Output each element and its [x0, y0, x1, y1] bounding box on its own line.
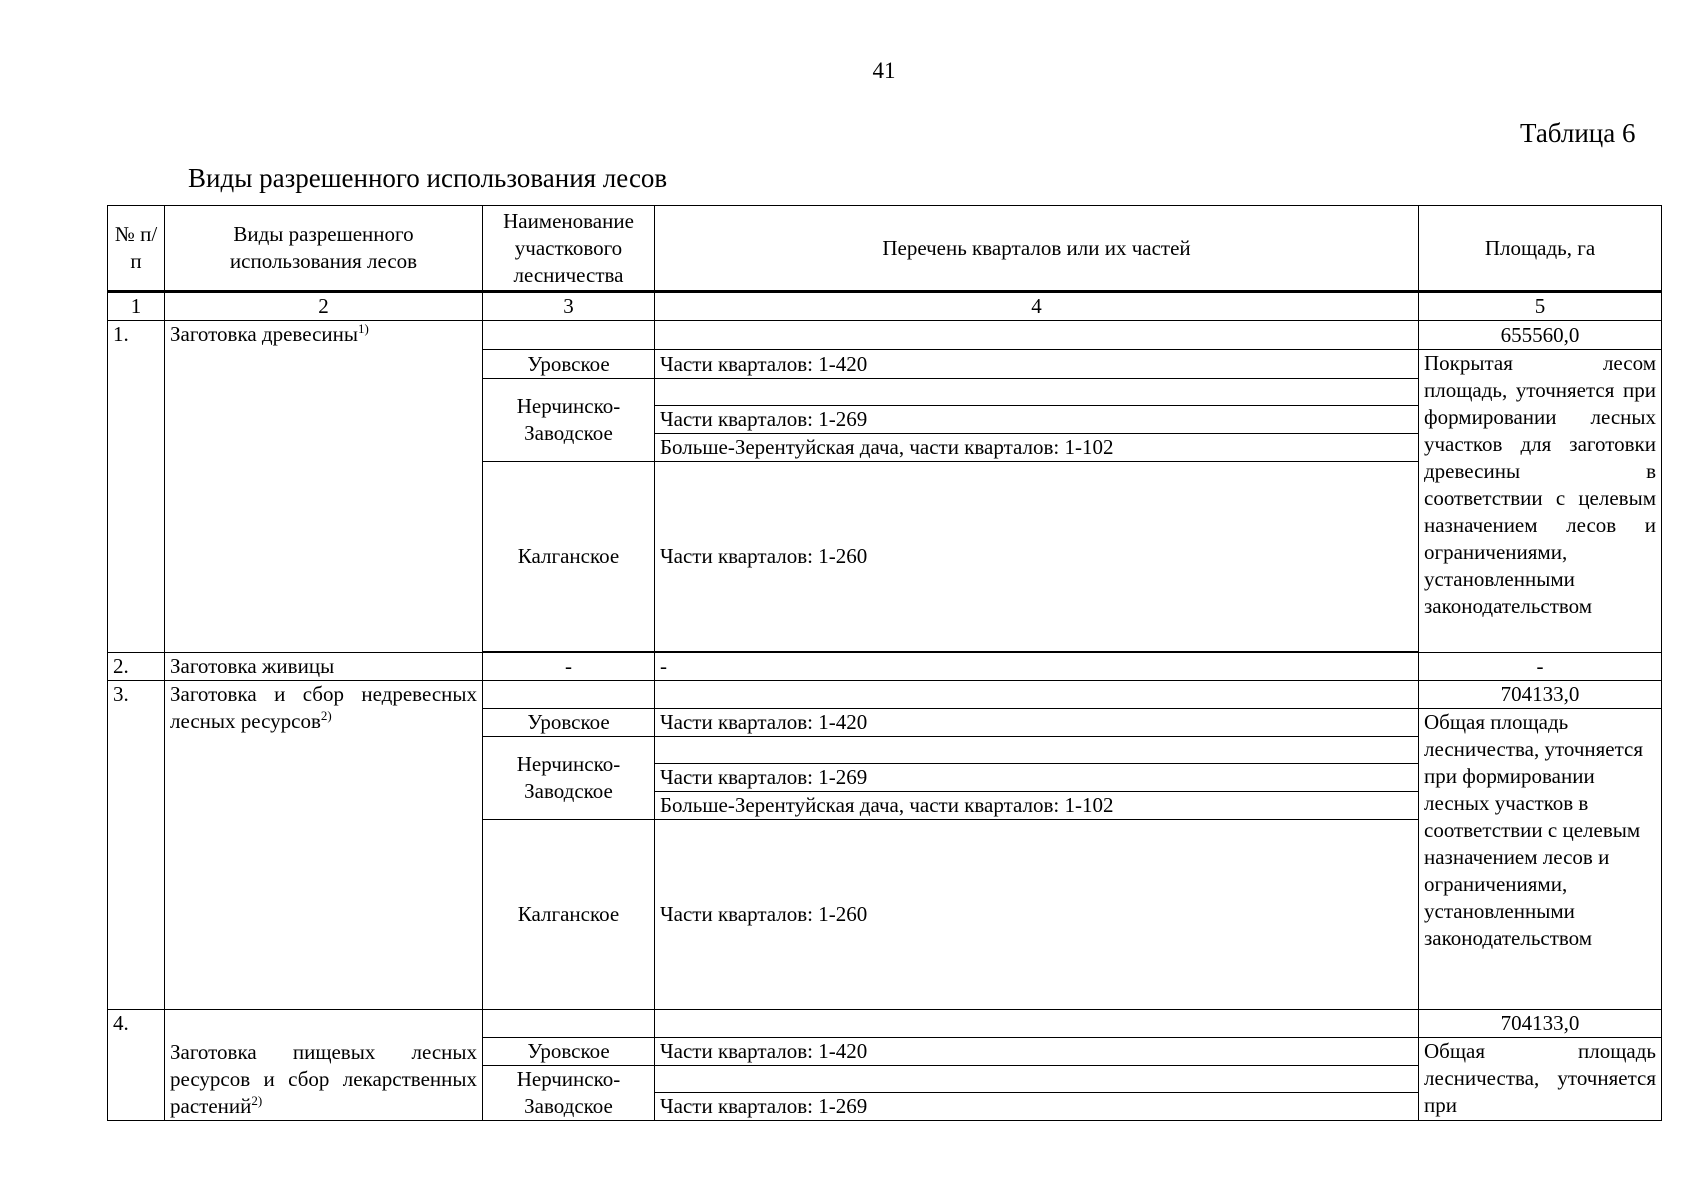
quarters-text: Части кварталов: 1-420: [655, 350, 1419, 379]
area-note: Общая площадь лесничества, уточняется при: [1419, 1038, 1662, 1121]
empty-cell: [483, 1010, 655, 1038]
forestry-name: Уровское: [483, 350, 655, 379]
use-type-cell: [165, 681, 483, 1010]
table-row: [108, 681, 1662, 709]
quarters-text: Части кварталов: 1-269: [655, 406, 1419, 434]
area-value: 704133,0: [1419, 1010, 1662, 1038]
forestry-name: Нерчинско-Заводское: [483, 379, 655, 462]
empty-cell: [655, 1010, 1419, 1038]
quarters-text: Части кварталов: 1-260: [655, 462, 1419, 652]
row-number: 2.: [108, 653, 165, 681]
empty-cell: [655, 1066, 1419, 1093]
area-note: Общая площадь лесничества, уточняется при формировании лесных участков в соответствии с целевым назначением лесов и ограничениями, установленными законодательством: [1419, 709, 1662, 1010]
col-number-3: 3: [483, 292, 655, 321]
row-number: 1.: [108, 321, 165, 653]
table-row: [108, 1010, 1662, 1038]
empty-cell: [483, 681, 655, 709]
quarters-text: Части кварталов: 1-420: [655, 1038, 1419, 1066]
footnote-mark: 1): [357, 321, 369, 336]
forestry-name: Калганское: [483, 820, 655, 1010]
use-type-text: Заготовка древесины: [170, 322, 358, 346]
empty-cell: [655, 681, 1419, 709]
forestry-name: Калганское: [483, 462, 655, 652]
header-number: № п/п: [108, 206, 165, 292]
page-number: 41: [872, 58, 896, 83]
forestry-name: Уровское: [483, 1038, 655, 1066]
empty-cell: [655, 321, 1419, 350]
quarters-text: -: [655, 653, 1419, 681]
use-type-cell: [165, 1010, 483, 1121]
use-type-cell: [165, 321, 483, 653]
empty-cell: [655, 379, 1419, 406]
forestry-name: Нерчинско-Заводское: [483, 1066, 655, 1121]
col-number-2: 2: [165, 292, 483, 321]
empty-cell: [483, 321, 655, 350]
quarters-text: Части кварталов: 1-260: [655, 820, 1419, 1010]
table-row: [108, 653, 1662, 681]
quarters-text: Больше-Зерентуйская дача, части кварталов: 1-102: [655, 792, 1419, 820]
use-type-text: Заготовка и сбор недревесных лесных ресурсов: [170, 682, 477, 733]
header-area: Площадь, га: [1419, 206, 1662, 292]
use-type-text: Заготовка живицы: [165, 653, 483, 681]
area-value: 655560,0: [1419, 321, 1662, 350]
header-quarters: Перечень кварталов или их частей: [655, 206, 1419, 292]
col-number-5: 5: [1419, 292, 1662, 321]
footnote-mark: 2): [251, 1093, 263, 1108]
area-note: Покрытая лесом площадь, уточняется при формировании лесных участков для заготовки древесины в соответствии с целевым назначением лесов и ограничениями, установленными законодательством: [1419, 350, 1662, 653]
quarters-text: Части кварталов: 1-269: [655, 1093, 1419, 1121]
table-label: Таблица 6: [1520, 118, 1636, 148]
forestry-name: Уровское: [483, 709, 655, 737]
quarters-text: Части кварталов: 1-420: [655, 709, 1419, 737]
table-title: Виды разрешенного использования лесов: [188, 163, 668, 193]
use-type-text: Заготовка пищевых лесных ресурсов и сбор лекарственных растений: [170, 1040, 477, 1118]
area-value: -: [1419, 653, 1662, 681]
quarters-text: Части кварталов: 1-269: [655, 764, 1419, 792]
header-use-type: Виды разрешенного использования лесов: [165, 206, 483, 292]
header-forestry: Наименование участкового лесничества: [483, 206, 655, 292]
row-number: 3.: [108, 681, 165, 1010]
forestry-name: Нерчинско-Заводское: [483, 737, 655, 820]
footnote-mark: 2): [320, 708, 332, 723]
col-number-1: 1: [108, 292, 165, 321]
forest-use-table: [107, 205, 1662, 1121]
area-value: 704133,0: [1419, 681, 1662, 709]
table-row: [108, 321, 1662, 350]
quarters-text: Больше-Зерентуйская дача, части кварталов: 1-102: [655, 434, 1419, 462]
row-number: 4.: [108, 1010, 165, 1121]
forestry-name: -: [483, 653, 655, 681]
col-number-4: 4: [655, 292, 1419, 321]
empty-cell: [655, 737, 1419, 764]
